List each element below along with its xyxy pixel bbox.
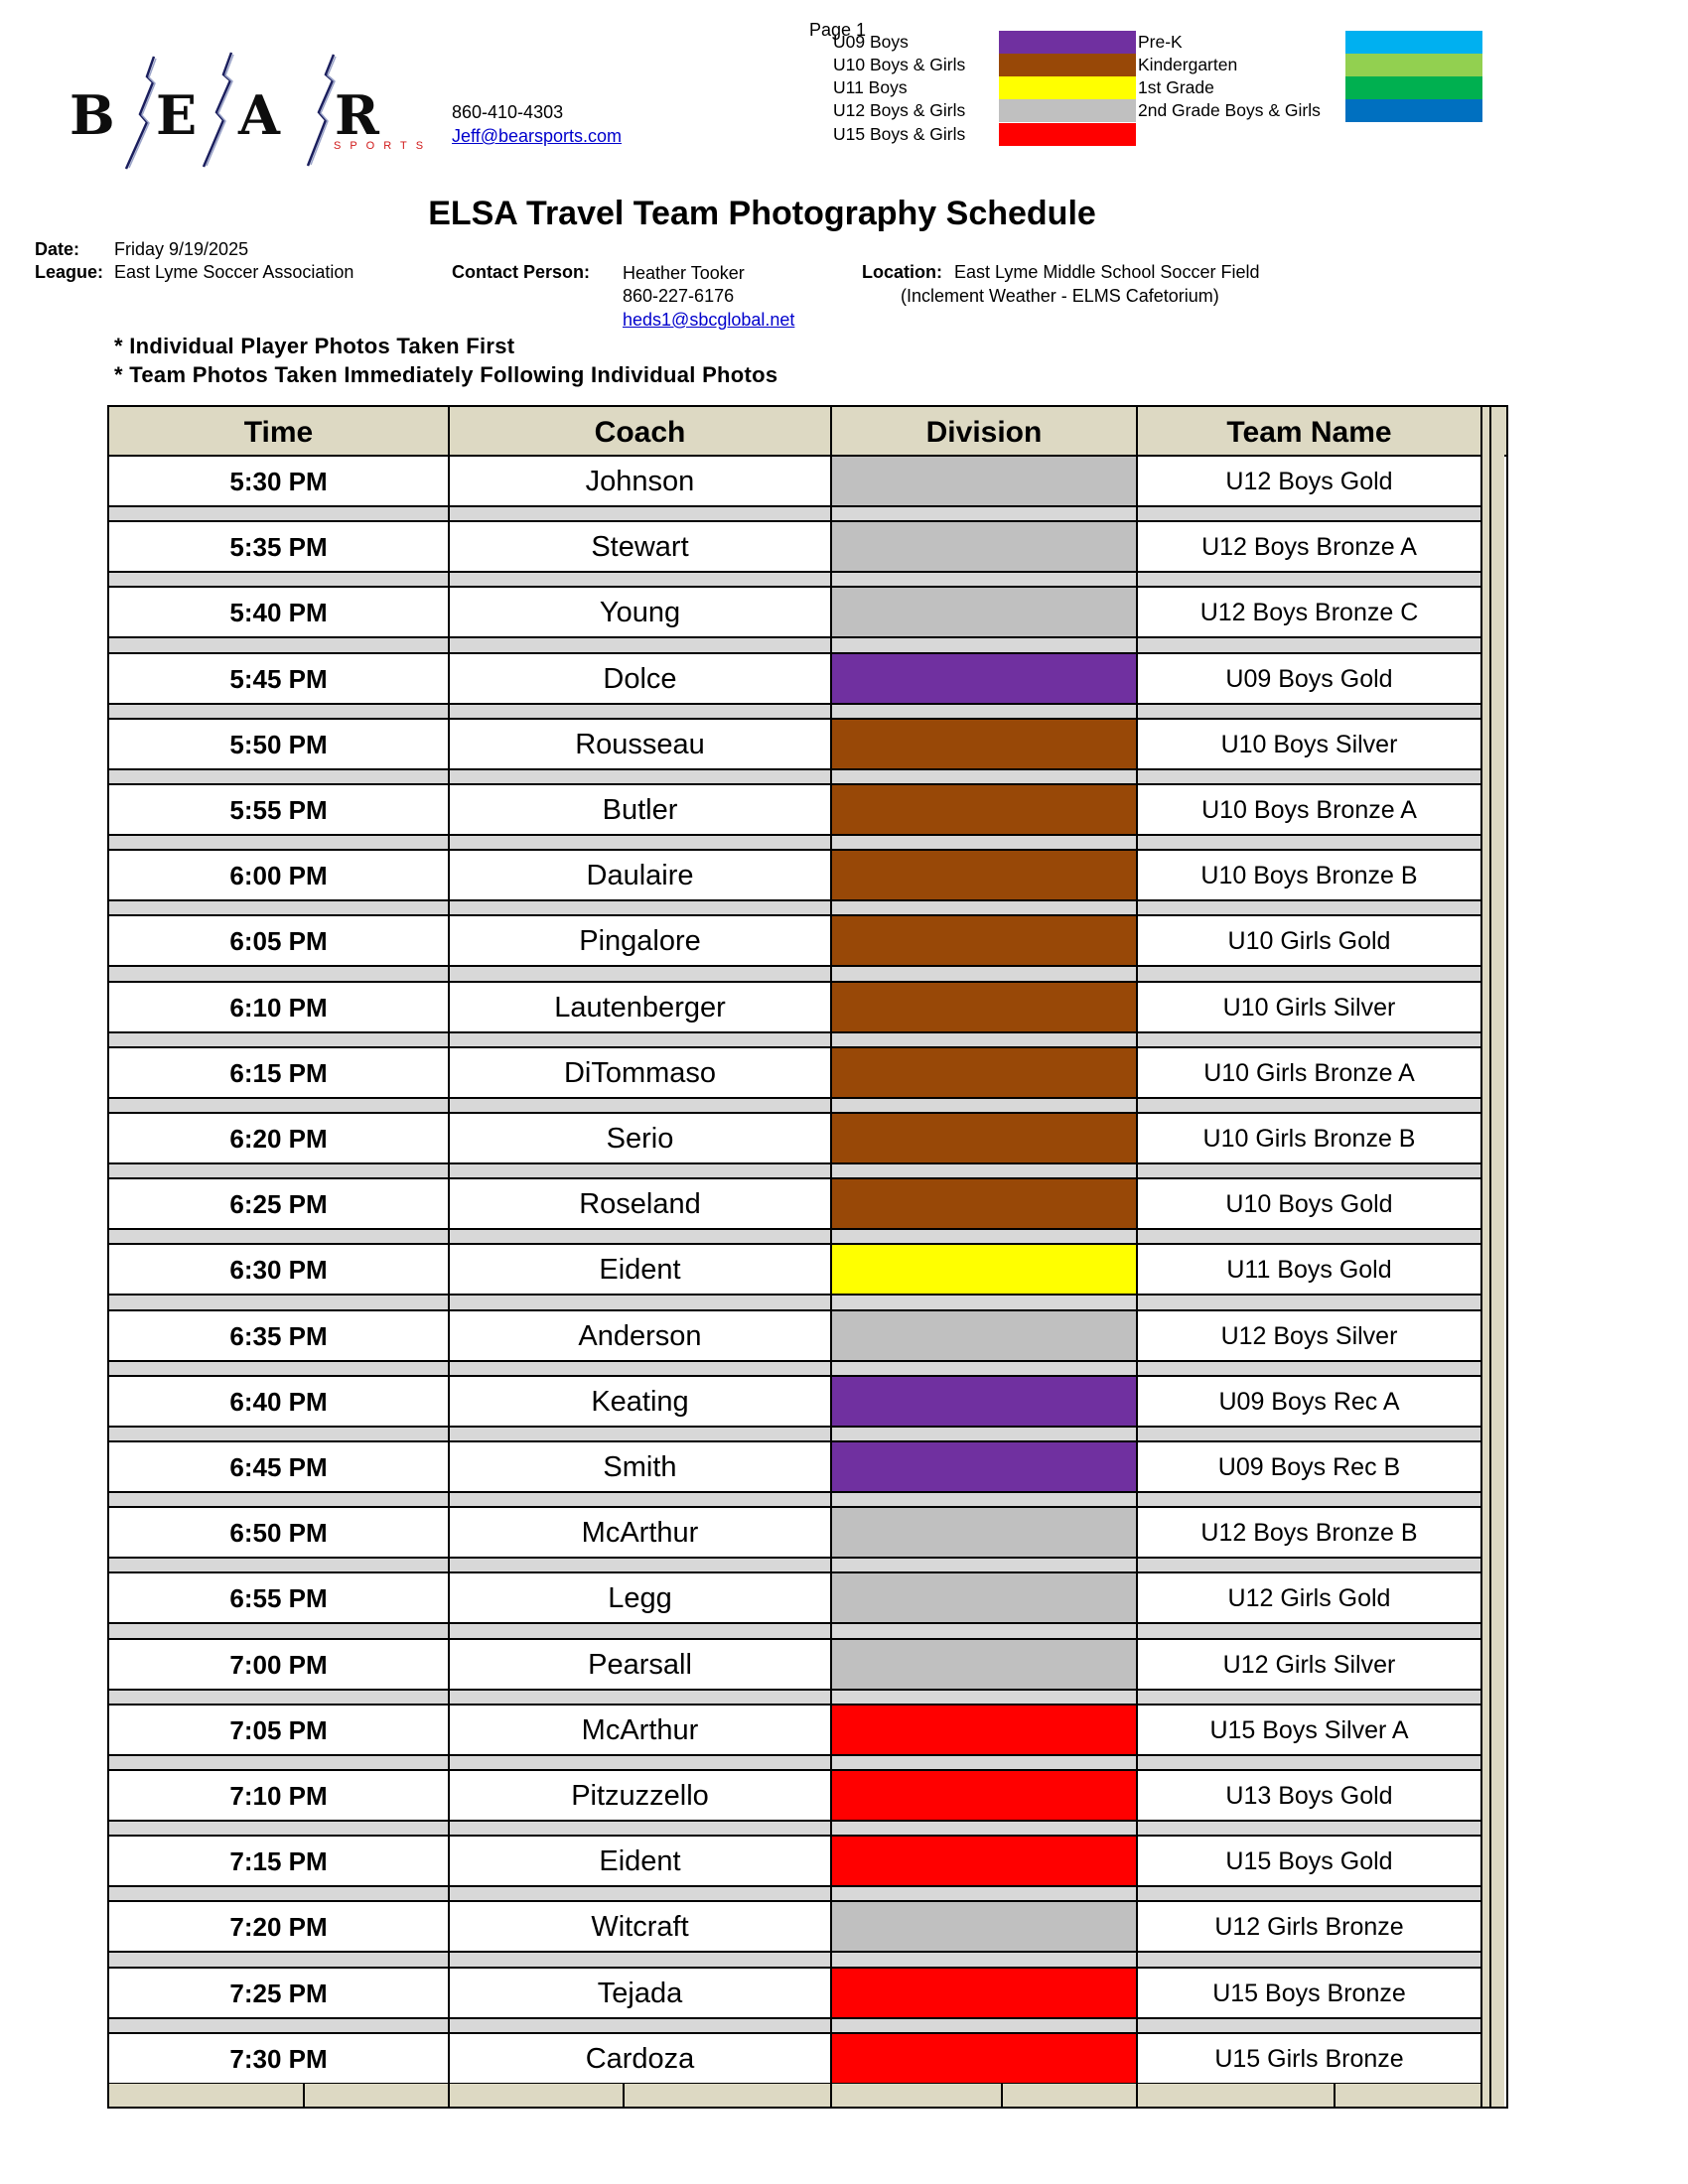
coach-cell: McArthur [581,1713,699,1746]
row-spacer [109,1953,1480,1968]
time-cell: 7:00 PM [229,1649,328,1680]
coach-cell: Legg [608,1582,672,1615]
table-row [109,1377,1480,1442]
time-cell: 5:35 PM [229,532,328,563]
row-cells [109,1245,1480,1296]
legend-swatch-u11 [999,76,1136,99]
row-cells [109,1508,1480,1559]
time-cell: 6:10 PM [229,992,328,1023]
row-cells [109,522,1480,573]
division-color-cell [832,1048,1136,1097]
time-cell: 6:55 PM [229,1583,328,1614]
header-coach: Coach [594,416,686,449]
legend-swatch-u12 [999,99,1136,122]
division-color-cell [832,1508,1136,1557]
team-name-cell: U12 Girls Silver [1222,1650,1396,1679]
table-row [109,1902,1480,1968]
contact-phone: 860-227-6176 [623,286,735,306]
division-color-cell [832,1245,1136,1294]
time-cell: 7:20 PM [229,1912,328,1943]
logo-letter-e: E [156,83,198,147]
table-row [109,588,1480,653]
legend-label-kindergarten: Kindergarten [1138,55,1238,74]
coach-cell: Young [599,597,681,629]
time-cell: 6:00 PM [229,861,328,891]
row-cells [109,1902,1480,1953]
legend-swatch-1st-grade [1345,76,1482,99]
coach-cell: Stewart [591,531,689,564]
coach-cell: McArthur [581,1517,699,1550]
team-name-cell: U10 Girls Bronze B [1202,1125,1416,1153]
table-row [109,1114,1480,1179]
division-color-cell [832,1114,1136,1162]
row-spacer [109,967,1480,982]
legend-label-u12: U12 Boys & Girls [833,100,966,120]
time-cell: 6:40 PM [229,1386,328,1417]
team-name-cell: U11 Boys Gold [1226,1256,1392,1285]
row-cells [109,983,1480,1033]
coach-cell: Eident [599,1845,681,1878]
table-row [109,916,1480,982]
row-cells [109,785,1480,836]
legend-label-prek: Pre-K [1138,32,1183,52]
row-cells [109,1771,1480,1822]
coach-cell: Johnson [585,466,695,497]
coach-cell: DiTommaso [563,1056,717,1089]
table-row [109,1706,1480,1771]
division-color-cell [832,588,1136,636]
team-name-cell: U12 Girls Gold [1227,1584,1391,1613]
row-spacer [109,770,1480,785]
division-color-cell [832,720,1136,768]
location-label: Location: [862,262,942,282]
time-cell: 7:25 PM [229,1978,328,2008]
table-row [109,1573,1480,1639]
division-color-cell [832,1706,1136,1754]
legend-label-u11: U11 Boys [833,77,908,97]
time-cell: 6:50 PM [229,1518,328,1549]
row-cells [109,1837,1480,1887]
row-cells [109,851,1480,901]
row-spacer [109,1296,1480,1310]
team-name-cell: U12 Girls Bronze [1214,1913,1404,1942]
team-name-cell: U10 Boys Bronze B [1200,862,1418,890]
row-spacer [109,1362,1480,1377]
coach-cell: Serio [606,1123,674,1155]
row-cells [109,588,1480,638]
logo-letter-a: A [238,83,280,147]
page-label: Page 1 [809,20,867,40]
logo-tagline: SPORTS [334,140,433,152]
row-cells [109,1969,1480,2019]
legend-label-u10: U10 Boys & Girls [833,55,966,74]
team-name-cell: U12 Boys Bronze C [1199,599,1419,627]
division-color-cell [832,851,1136,899]
team-name-cell: U13 Boys Gold [1225,1782,1393,1810]
team-name-cell: U15 Boys Gold [1225,1847,1393,1876]
coach-cell: Pearsall [588,1648,692,1681]
legend-swatch-2nd-grade [1345,99,1482,122]
row-spacer [109,573,1480,588]
row-spacer [109,2019,1480,2034]
team-name-cell: U10 Girls Silver [1222,993,1396,1022]
team-name-cell: U12 Boys Bronze A [1201,533,1417,562]
table-row [109,1771,1480,1837]
row-cells [109,1114,1480,1164]
row-spacer [109,836,1480,851]
time-cell: 6:30 PM [229,1255,328,1286]
division-color-cell [832,983,1136,1031]
coach-cell: Butler [602,794,678,826]
division-color-cell [832,1837,1136,1885]
table-footer-row [109,2084,1480,2107]
team-name-cell: U15 Boys Bronze [1212,1979,1406,2007]
row-spacer [109,901,1480,916]
column-divider [830,407,832,2107]
table-row [109,1311,1480,1377]
time-cell: 6:45 PM [229,1452,328,1482]
row-spacer [109,1428,1480,1442]
company-email-link[interactable]: Jeff@bearsports.com [452,126,623,146]
row-spacer [109,1887,1480,1902]
time-cell: 7:10 PM [229,1781,328,1811]
table-row [109,1969,1480,2034]
row-cells [109,1640,1480,1691]
row-spacer [109,507,1480,522]
coach-cell: Dolce [603,662,677,695]
time-cell: 6:20 PM [229,1124,328,1154]
row-cells [109,457,1480,507]
coach-cell: Anderson [578,1319,702,1352]
division-color-cell [832,1902,1136,1951]
contact-label: Contact Person: [452,262,591,282]
row-spacer [109,1230,1480,1245]
document-title: ELSA Travel Team Photography Schedule [428,195,1096,232]
time-cell: 5:55 PM [229,795,328,825]
league-value: East Lyme Soccer Association [114,262,354,282]
table-row [109,785,1480,851]
header-team-name: Team Name [1226,416,1392,449]
logo-letter-b: B [70,83,115,147]
time-cell: 5:45 PM [229,663,328,694]
row-spacer [109,705,1480,720]
note-individual-photos: * Individual Player Photos Taken First [114,334,515,358]
row-cells [109,1706,1480,1756]
row-spacer [109,1624,1480,1639]
row-spacer [109,1559,1480,1573]
coach-cell: Rousseau [575,728,705,760]
column-divider [1136,407,1138,2107]
table-row [109,1442,1480,1508]
location-alternate: (Inclement Weather - ELMS Cafetorium) [901,286,1219,306]
note-team-photos: * Team Photos Taken Immediately Following Individual Photos [114,362,778,387]
row-spacer [109,1756,1480,1771]
coach-cell: Roseland [579,1188,701,1221]
time-cell: 7:05 PM [229,1714,328,1745]
time-cell: 7:30 PM [229,2043,328,2074]
legend-label-u15: U15 Boys & Girls [833,124,966,144]
legend-swatch-kindergarten [1345,54,1482,76]
time-cell: 6:15 PM [229,1057,328,1088]
team-name-cell: U10 Girls Gold [1227,927,1391,956]
date-label: Date: [35,239,80,259]
table-row [109,1508,1480,1573]
time-cell: 6:25 PM [229,1189,328,1220]
legend-label-1st-grade: 1st Grade [1138,77,1214,97]
coach-cell: Lautenberger [554,991,726,1024]
time-cell: 5:30 PM [229,467,328,496]
column-divider [1489,407,1491,2107]
coach-cell: Cardoza [585,2042,695,2075]
division-color-cell [832,1311,1136,1360]
legend-swatch-prek [1345,31,1482,54]
contact-name: Heather Tooker [623,263,745,283]
table-row [109,720,1480,785]
division-color-cell [832,785,1136,834]
team-name-cell: U15 Girls Bronze [1214,2044,1404,2073]
row-spacer [109,1099,1480,1114]
coach-cell: Witcraft [591,1911,689,1944]
bear-sports-logo [55,45,452,184]
time-cell: 5:40 PM [229,598,328,628]
division-color-cell [832,1179,1136,1228]
row-spacer [109,1033,1480,1048]
location-value: East Lyme Middle School Soccer Field [954,262,1260,282]
team-name-cell: U09 Boys Gold [1225,664,1393,693]
row-cells [109,1377,1480,1428]
header-time: Time [243,416,314,449]
table-row [109,1640,1480,1706]
coach-cell: Pingalore [579,925,701,958]
coach-cell: Keating [591,1385,689,1418]
contact-email-link[interactable]: heds1@sbcglobal.net [623,310,795,330]
team-name-cell: U09 Boys Rec B [1217,1453,1401,1481]
table-row [109,1179,1480,1245]
division-color-cell [832,1377,1136,1426]
coach-cell: Smith [603,1451,677,1483]
schedule-table [107,405,1508,2109]
coach-cell: Pitzuzzello [571,1780,709,1812]
division-color-cell [832,1573,1136,1622]
column-divider [1480,407,1482,2107]
legend-swatch-u10 [999,54,1136,76]
division-color-cell [832,1771,1136,1820]
table-edge-strip [1491,407,1504,2107]
row-cells [109,654,1480,705]
division-color-cell [832,1442,1136,1491]
team-name-cell: U09 Boys Rec A [1218,1387,1400,1416]
time-cell: 5:50 PM [229,729,328,759]
row-cells [109,1311,1480,1362]
table-row [109,851,1480,916]
division-color-cell [832,654,1136,703]
division-color-cell [832,1640,1136,1689]
table-row [109,654,1480,720]
team-name-cell: U12 Boys Gold [1225,468,1393,495]
legend-swatch-u09 [999,31,1136,54]
row-cells [109,720,1480,770]
column-divider [448,407,450,2107]
time-cell: 7:15 PM [229,1846,328,1877]
team-name-cell: U10 Girls Bronze A [1203,1058,1415,1087]
row-cells [109,916,1480,967]
team-name-cell: U10 Boys Gold [1225,1190,1393,1219]
division-color-cell [832,1969,1136,2017]
company-phone: 860-410-4303 [452,102,564,122]
division-color-cell [832,457,1136,505]
row-spacer [109,638,1480,653]
row-spacer [109,1691,1480,1706]
table-row [109,457,1480,522]
table-row [109,1837,1480,1902]
legend-swatch-u15 [999,123,1136,146]
table-row [109,1245,1480,1310]
row-cells [109,1048,1480,1099]
row-cells [109,2034,1480,2085]
logo-letter-r: R [335,83,379,147]
table-row [109,522,1480,588]
division-color-cell [832,522,1136,571]
division-color-cell [832,916,1136,965]
league-label: League: [35,262,104,282]
time-cell: 6:35 PM [229,1320,328,1351]
legend-label-u09: U09 Boys [833,32,909,52]
coach-cell: Daulaire [586,860,694,892]
team-name-cell: U12 Boys Silver [1220,1321,1398,1350]
row-cells [109,1179,1480,1230]
division-color-cell [832,2034,1136,2083]
row-spacer [109,1493,1480,1508]
time-cell: 6:05 PM [229,926,328,957]
coach-cell: Tejada [597,1977,683,2009]
team-name-cell: U10 Boys Silver [1220,730,1398,758]
table-row [109,983,1480,1048]
coach-cell: Eident [599,1254,681,1287]
date-value: Friday 9/19/2025 [114,239,249,259]
row-cells [109,1442,1480,1493]
row-spacer [109,1822,1480,1837]
row-cells [109,1573,1480,1624]
table-edge-strip [1482,407,1489,2107]
table-row [109,1048,1480,1114]
row-spacer [109,1164,1480,1179]
team-name-cell: U12 Boys Bronze B [1200,1519,1418,1548]
team-name-cell: U15 Boys Silver A [1209,1715,1409,1744]
legend-label-2nd-grade: 2nd Grade Boys & Girls [1138,100,1321,120]
header-division: Division [925,416,1043,449]
team-name-cell: U10 Boys Bronze A [1201,796,1417,824]
